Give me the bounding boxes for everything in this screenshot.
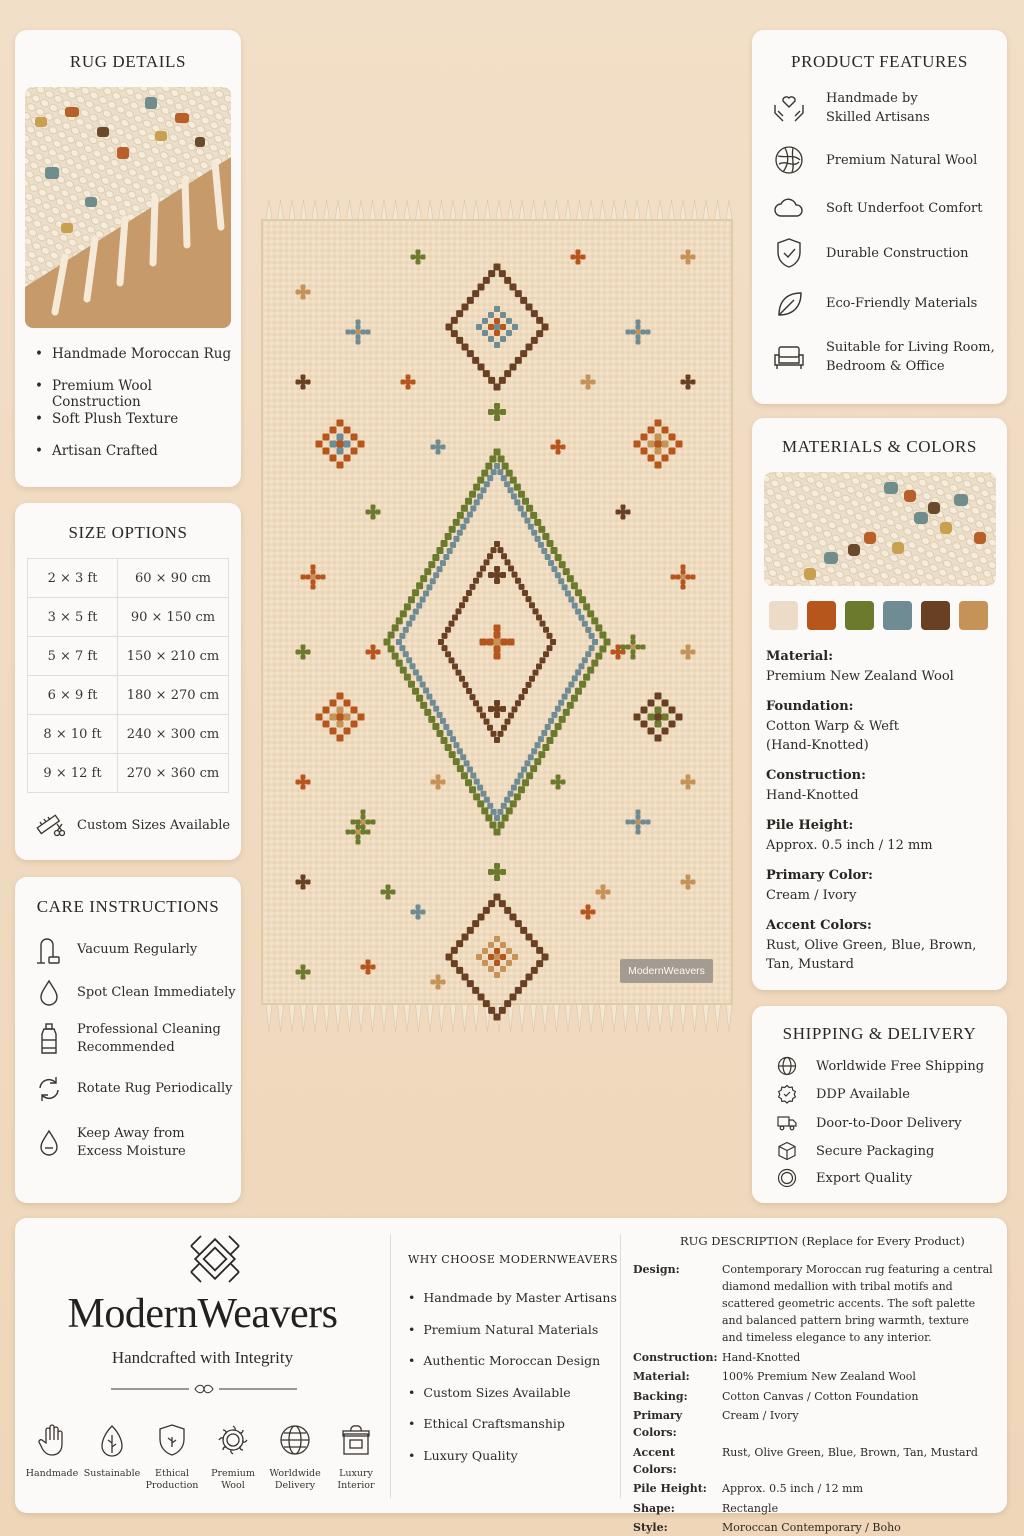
size-ft: 9 × 12 ft bbox=[28, 754, 118, 793]
rug-detail-item: • Premium Wool Construction bbox=[35, 378, 241, 410]
desc-row bbox=[633, 1480, 993, 1500]
materials-colors-card bbox=[752, 418, 1007, 990]
care-label: Vacuum Regularly bbox=[77, 942, 198, 957]
gift-box-icon bbox=[325, 1421, 387, 1459]
spec-value-2: Tan, Mustard bbox=[766, 957, 854, 972]
why-item: • Ethical Craftsmanship bbox=[408, 1416, 617, 1448]
why-item: • Handmade by Master Artisans bbox=[408, 1290, 617, 1322]
hands-heart-icon bbox=[772, 91, 806, 125]
brand-panel bbox=[15, 1218, 1007, 1534]
shipping-label: Worldwide Free Shipping bbox=[816, 1058, 985, 1074]
rug-brand-label: ModernWeavers bbox=[620, 959, 713, 983]
desc-key: Primary Colors: bbox=[633, 1409, 683, 1439]
shipping-item bbox=[777, 1084, 910, 1104]
spec-label: Accent Colors: bbox=[766, 918, 872, 933]
shipping-item bbox=[777, 1168, 912, 1188]
feature-label-2: Skilled Artisans bbox=[826, 110, 930, 125]
rug-detail-item: • Handmade Moroccan Rug bbox=[35, 346, 241, 378]
wool-icon bbox=[202, 1421, 264, 1459]
desc-value: Contemporary Moroccan rug featuring a central diamond medallion with tribal motifs and scattered geometric accents. The soft palette and balanced pattern bring warmth, texture and timeless elegance to any interior. bbox=[722, 1263, 993, 1344]
custom-sizes-label: Custom Sizes Available bbox=[77, 817, 231, 833]
shipping-item bbox=[777, 1056, 984, 1076]
care-item-professional bbox=[35, 1021, 221, 1057]
feature-label: Eco-Friendly Materials bbox=[826, 295, 978, 311]
care-item-rotate bbox=[35, 1074, 232, 1104]
size-row[interactable] bbox=[28, 754, 229, 793]
care-item-spot-clean bbox=[35, 978, 236, 1008]
rug-details-title: RUG DETAILS bbox=[69, 52, 187, 71]
brand-knot-logo bbox=[187, 1232, 243, 1290]
why-item: • Custom Sizes Available bbox=[408, 1385, 617, 1417]
feature-label: Durable Construction bbox=[826, 245, 969, 261]
spec-material bbox=[766, 647, 954, 686]
rug-image bbox=[258, 192, 736, 1034]
leaf-icon bbox=[772, 288, 806, 318]
feature-item bbox=[772, 338, 995, 376]
rug-detail-item: • Artisan Crafted bbox=[35, 443, 241, 475]
size-cm: 90 × 150 cm bbox=[118, 598, 229, 637]
size-ft: 8 × 10 ft bbox=[28, 715, 118, 754]
yarn-icon bbox=[772, 144, 806, 176]
shipping-delivery-card bbox=[752, 1006, 1007, 1203]
shipping-label: Secure Packaging bbox=[816, 1143, 935, 1159]
color-swatch[interactable] bbox=[845, 601, 874, 630]
why-item: • Luxury Quality bbox=[408, 1448, 617, 1480]
feature-item bbox=[772, 288, 977, 318]
spec-value-2: (Hand-Knotted) bbox=[766, 738, 869, 753]
rug-detail-item: • Soft Plush Texture bbox=[35, 411, 241, 443]
feature-item bbox=[772, 237, 969, 269]
color-swatch[interactable] bbox=[769, 601, 798, 630]
sprout-icon bbox=[81, 1421, 143, 1459]
badge-label: Premium bbox=[211, 1468, 255, 1479]
sofa-icon bbox=[772, 343, 806, 371]
desc-value: Cotton Canvas / Cotton Foundation bbox=[722, 1389, 919, 1403]
badge-icon bbox=[777, 1084, 797, 1104]
badge-handmade bbox=[21, 1421, 83, 1480]
product-features-card bbox=[752, 30, 1007, 404]
size-cm: 270 × 360 cm bbox=[118, 754, 229, 793]
spec-label: Pile Height: bbox=[766, 818, 854, 833]
size-table bbox=[27, 558, 229, 793]
badge-label: Worldwide bbox=[269, 1468, 321, 1479]
badge-label-2: Delivery bbox=[274, 1480, 316, 1491]
desc-row bbox=[633, 1519, 993, 1536]
ornament-divider bbox=[111, 1381, 297, 1397]
badge-ethical bbox=[141, 1421, 203, 1492]
desc-key: Style: bbox=[633, 1521, 668, 1534]
desc-value: Cream / Ivory bbox=[722, 1409, 799, 1422]
spec-primary-color bbox=[766, 866, 873, 905]
desc-value: 100% Premium New Zealand Wool bbox=[722, 1370, 916, 1383]
shipping-item bbox=[777, 1141, 934, 1161]
desc-value: Rectangle bbox=[722, 1501, 779, 1515]
size-row[interactable] bbox=[28, 559, 229, 598]
care-label: Spot Clean Immediately bbox=[77, 985, 236, 1000]
globe-icon bbox=[264, 1421, 326, 1459]
spec-value: Hand-Knotted bbox=[766, 787, 859, 803]
bottle-icon bbox=[35, 1022, 63, 1056]
feature-label-2: Bedroom & Office bbox=[826, 359, 945, 374]
rug-details-card bbox=[15, 30, 241, 487]
size-cm: 150 × 210 cm bbox=[118, 637, 229, 676]
shield-leaf-icon bbox=[141, 1421, 203, 1459]
care-label-2: Recommended bbox=[77, 1040, 175, 1055]
spec-pile-height bbox=[766, 816, 933, 855]
why-item: • Authentic Moroccan Design bbox=[408, 1353, 617, 1385]
spec-label: Material: bbox=[766, 649, 834, 664]
feature-item bbox=[772, 195, 982, 221]
spec-accent-colors bbox=[766, 916, 976, 975]
spec-value: Approx. 0.5 inch / 12 mm bbox=[766, 837, 933, 853]
shipping-label: Door-to-Door Delivery bbox=[816, 1115, 962, 1131]
badge-luxury bbox=[325, 1421, 387, 1492]
spec-value: Premium New Zealand Wool bbox=[766, 668, 954, 684]
size-row[interactable] bbox=[28, 598, 229, 637]
feature-label: Suitable for Living Room, bbox=[826, 340, 995, 355]
material-closeup-image bbox=[764, 472, 996, 586]
badge-label: Ethical bbox=[155, 1468, 189, 1479]
badge-worldwide bbox=[264, 1421, 326, 1492]
seal-icon bbox=[777, 1168, 797, 1188]
size-cm: 180 × 270 cm bbox=[118, 676, 229, 715]
feature-label: Premium Natural Wool bbox=[826, 152, 978, 168]
shipping-item bbox=[777, 1113, 962, 1133]
desc-key: Construction: bbox=[633, 1350, 718, 1364]
spec-value: Cotton Warp & Weft bbox=[766, 718, 899, 734]
size-row[interactable] bbox=[28, 715, 229, 754]
ruler-scissors-icon bbox=[35, 812, 65, 838]
rotate-icon bbox=[35, 1074, 63, 1104]
why-item: • Premium Natural Materials bbox=[408, 1322, 617, 1354]
droplet-icon bbox=[35, 978, 63, 1008]
desc-key: Backing: bbox=[633, 1389, 688, 1403]
badge-label-2: Production bbox=[145, 1480, 199, 1491]
care-label: Rotate Rug Periodically bbox=[77, 1081, 233, 1096]
features-title: PRODUCT FEATURES bbox=[791, 52, 968, 71]
desc-value: Hand-Knotted bbox=[722, 1350, 801, 1364]
badge-label: Handmade bbox=[25, 1468, 79, 1479]
size-ft: 2 × 3 ft bbox=[28, 559, 118, 598]
care-label: Professional Cleaning bbox=[77, 1022, 221, 1037]
care-item-vacuum bbox=[35, 935, 197, 965]
desc-key: Shape: bbox=[633, 1501, 675, 1515]
feature-label: Handmade by bbox=[826, 91, 918, 106]
care-item-moisture bbox=[35, 1125, 186, 1161]
description-table bbox=[633, 1261, 993, 1536]
brand-tagline: Handcrafted with Integrity bbox=[111, 1348, 294, 1367]
custom-sizes[interactable] bbox=[35, 812, 230, 838]
size-ft: 5 × 7 ft bbox=[28, 637, 118, 676]
desc-row bbox=[633, 1368, 993, 1388]
badge-premium-wool bbox=[202, 1421, 264, 1492]
size-options-title: SIZE OPTIONS bbox=[68, 523, 188, 542]
panel-divider bbox=[620, 1234, 621, 1498]
size-row[interactable] bbox=[28, 676, 229, 715]
size-ft: 3 × 5 ft bbox=[28, 598, 118, 637]
care-title: CARE INSTRUCTIONS bbox=[36, 897, 220, 916]
color-swatch[interactable] bbox=[883, 601, 912, 630]
globe-icon bbox=[777, 1056, 797, 1076]
why-list bbox=[408, 1290, 617, 1479]
size-options-card bbox=[15, 503, 241, 860]
badge-label: Sustainable bbox=[83, 1468, 141, 1479]
desc-key: Accent Colors: bbox=[633, 1445, 677, 1476]
desc-row bbox=[633, 1349, 993, 1369]
badge-sustainable bbox=[81, 1421, 143, 1480]
spec-value: Cream / Ivory bbox=[766, 887, 857, 903]
hand-icon bbox=[21, 1421, 83, 1459]
feature-item bbox=[772, 144, 977, 176]
materials-title: MATERIALS & COLORS bbox=[782, 437, 977, 456]
color-swatch[interactable] bbox=[807, 601, 836, 630]
brand-name: ModernWeavers bbox=[67, 1291, 338, 1337]
desc-row bbox=[633, 1407, 993, 1444]
desc-row bbox=[633, 1500, 993, 1520]
care-instructions-card bbox=[15, 877, 241, 1203]
badge-label: Luxury bbox=[339, 1468, 373, 1479]
color-swatch[interactable] bbox=[921, 601, 950, 630]
description-title: RUG DESCRIPTION (Replace for Every Product) bbox=[680, 1234, 965, 1248]
desc-key: Material: bbox=[633, 1370, 690, 1383]
desc-row bbox=[633, 1261, 993, 1349]
desc-value: Approx. 0.5 inch / 12 mm bbox=[722, 1482, 863, 1495]
size-ft: 6 × 9 ft bbox=[28, 676, 118, 715]
size-row[interactable] bbox=[28, 637, 229, 676]
desc-row bbox=[633, 1444, 993, 1481]
panel-divider bbox=[390, 1234, 391, 1498]
spec-foundation bbox=[766, 697, 899, 756]
color-swatches bbox=[769, 601, 988, 630]
size-cm: 60 × 90 cm bbox=[118, 559, 229, 598]
spec-label: Foundation: bbox=[766, 699, 854, 714]
cloud-icon bbox=[772, 195, 806, 221]
desc-key: Design: bbox=[633, 1263, 680, 1276]
shipping-label: DDP Available bbox=[816, 1086, 910, 1102]
truck-icon bbox=[777, 1113, 797, 1133]
shipping-label: Export Quality bbox=[816, 1170, 913, 1186]
why-title: WHY CHOOSE MODERNWEAVERS bbox=[408, 1253, 618, 1266]
box-icon bbox=[777, 1141, 797, 1161]
spec-label: Primary Color: bbox=[766, 868, 873, 883]
shield-check-icon bbox=[772, 237, 806, 269]
color-swatch[interactable] bbox=[959, 601, 988, 630]
care-label-2: Excess Moisture bbox=[77, 1144, 186, 1159]
moisture-icon bbox=[35, 1128, 63, 1158]
badge-label-2: Interior bbox=[337, 1480, 375, 1491]
rug-closeup-image bbox=[25, 87, 231, 328]
desc-key: Pile Height: bbox=[633, 1482, 707, 1495]
desc-value: Moroccan Contemporary / Boho bbox=[722, 1521, 901, 1534]
care-label: Keep Away from bbox=[77, 1126, 185, 1141]
spec-construction bbox=[766, 766, 866, 805]
size-cm: 240 × 300 cm bbox=[118, 715, 229, 754]
spec-label: Construction: bbox=[766, 768, 866, 783]
vacuum-icon bbox=[35, 935, 63, 965]
shipping-title: SHIPPING & DELIVERY bbox=[782, 1024, 977, 1043]
feature-item bbox=[772, 89, 930, 127]
badge-label-2: Wool bbox=[221, 1480, 245, 1491]
desc-value: Rust, Olive Green, Blue, Brown, Tan, Mustard bbox=[722, 1445, 978, 1459]
desc-row bbox=[633, 1388, 993, 1408]
feature-label: Soft Underfoot Comfort bbox=[826, 200, 983, 216]
spec-value: Rust, Olive Green, Blue, Brown, bbox=[766, 937, 977, 953]
